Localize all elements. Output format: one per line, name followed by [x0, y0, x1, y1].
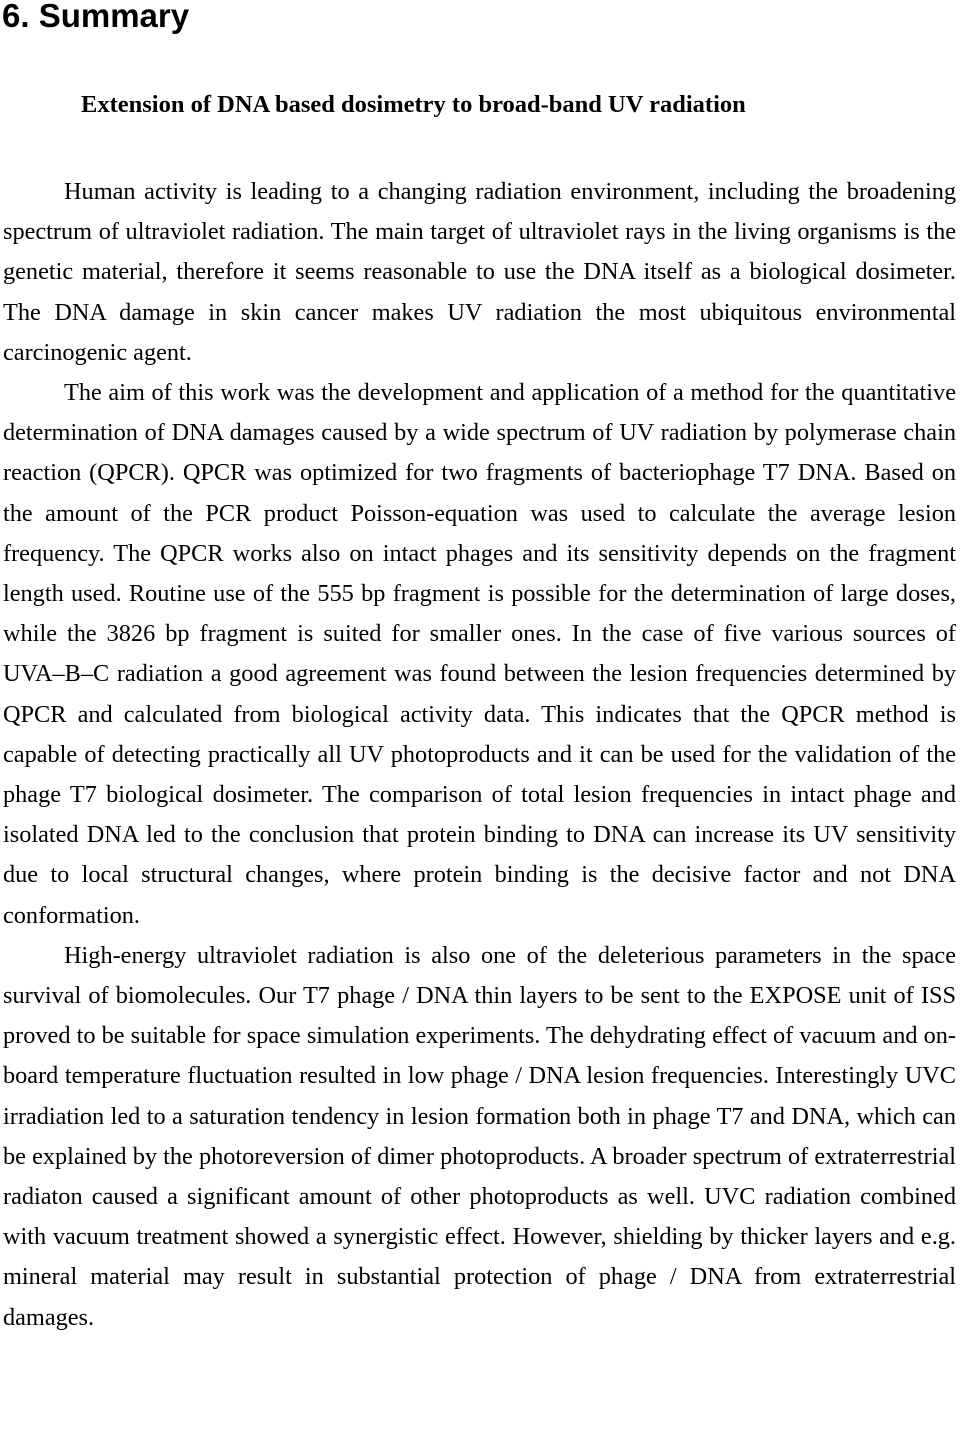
summary-body — [3, 172, 956, 1338]
summary-subtitle: Extension of DNA based dosimetry to broad-band UV radiation — [81, 91, 746, 118]
section-heading: 6. Summary — [2, 0, 190, 34]
paragraph-qpcr-method: The aim of this work was the development and application of a method for the quantitative determination of DNA damages caused by a wide spectrum of UV radiation by polymerase chain reaction (QPCR). QPCR was optimized for two fragments of bacteriophage T7 DNA. Based on the amount of the PCR product Poisson-equation was used to calculate the average lesion frequency. The QPCR works also on intact phages and its sensitivity depends on the fragment length used. Routine use of the 555 bp fragment is possible for the determination of large doses, while the 3826 bp fragment is suited for smaller ones. In the case of five various sources of UVA–B–C radiation a good agreement was found between the lesion frequencies determined by QPCR and calculated from biological activity data. This indicates that the QPCR method is capable of detecting practically all UV photoproducts and it can be used for the validation of the phage T7 biological dosimeter. The comparison of total lesion frequencies in intact phage and isolated DNA led to the conclusion that protein binding to DNA can increase its UV sensitivity due to local structural changes, where protein binding is the decisive factor and not DNA conformation. — [3, 379, 956, 929]
paragraph-intro: Human activity is leading to a changing radiation environment, including the broadening spectrum of ultraviolet radiation. The main target of ultraviolet rays in the living organisms is the genetic material, therefore it seems reasonable to use the DNA itself as a biological dosimeter. The DNA damage in skin cancer makes UV radiation the most ubiquitous environmental carcinogenic agent. — [3, 178, 956, 366]
paragraph-space-survival: High-energy ultraviolet radiation is also one of the deleterious parameters in the space survival of biomolecules. Our T7 phage / DNA thin layers to be sent to the EXPOSE unit of ISS proved to be suitable for space simulation experiments. The dehydrating effect of vacuum and on-board temperature fluctuation resulted in low phage / DNA lesion frequencies. Interestingly UVC irradiation led to a saturation tendency in lesion formation both in phage T7 and DNA, which can be explained by the photoreversion of dimer photoproducts. A broader spectrum of extraterrestrial radiaton caused a significant amount of other photoproducts as well. UVC radiation combined with vacuum treatment showed a synergistic effect. However, shielding by thicker layers and e.g. mineral material may result in substantial protection of phage / DNA from extraterrestrial damages. — [3, 941, 956, 1331]
